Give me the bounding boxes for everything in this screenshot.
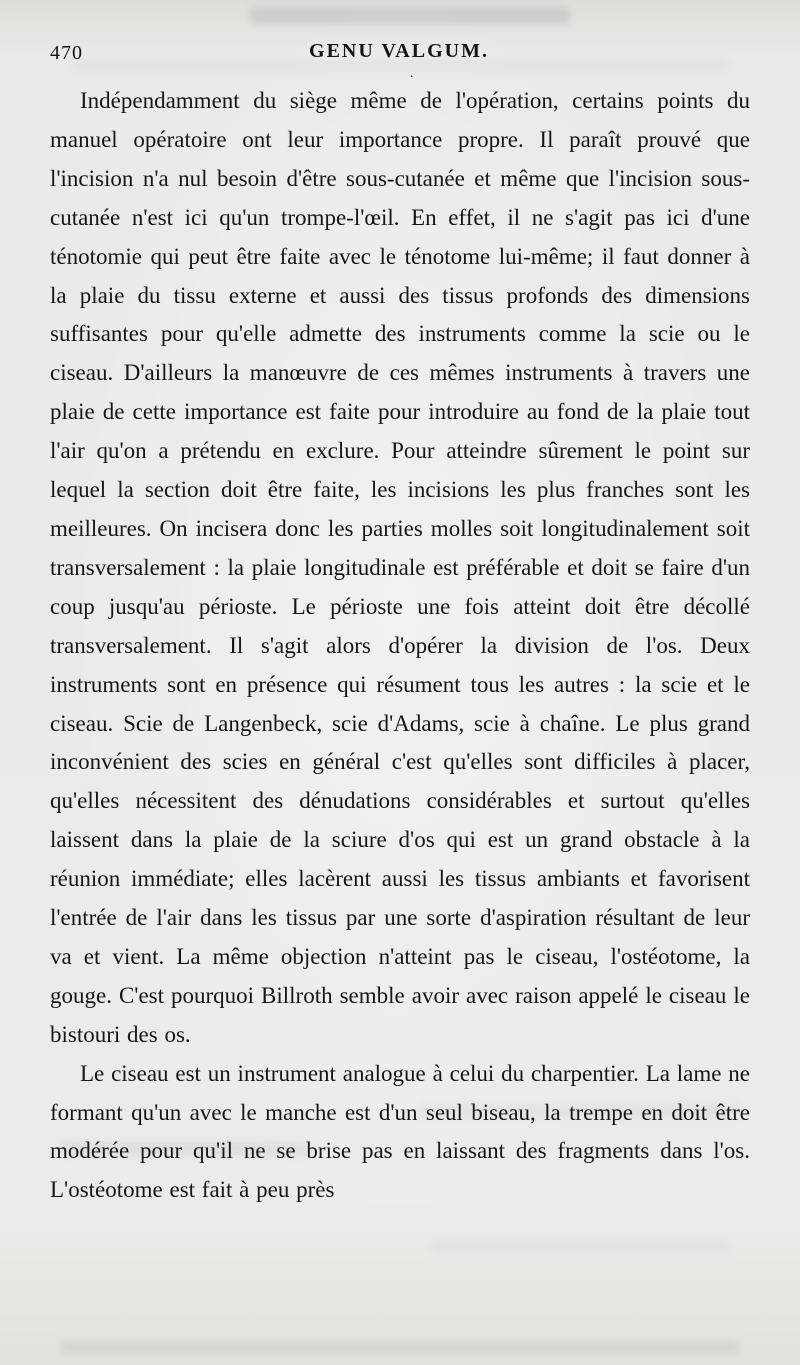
paragraph: Le ciseau est un instrument analogue à celui du charpentier. La lame ne formant qu'un avec le manche est d'un seul biseau, la trempe en doit être modérée pour qu'il ne se brise pas en laissant des fragments dans l'os. L'ostéotome est fait à peu près xyxy=(50,1060,750,1203)
bleedthrough-artifact xyxy=(430,1240,730,1252)
bleedthrough-artifact xyxy=(250,8,570,24)
page-number: 470 xyxy=(50,42,83,64)
page-header xyxy=(50,40,748,81)
stray-ink-dot: . xyxy=(410,66,414,81)
bleedthrough-artifact xyxy=(60,1340,740,1354)
running-title: GENU VALGUM. xyxy=(309,40,489,62)
paragraph: Indépendamment du siège même de l'opération, certains points du manuel opératoire ont leur importance propre. Il paraît prouvé que l'incision n'a nul besoin d'être sous-cutanée et même que l'incision sous-cutanée n'est ici qu'un trompe-l'œil. En effet, il ne s'agit pas ici d'une ténotomie qui peut être faite avec le ténotome lui-même; il faut donner à la plaie du tissu externe et aussi des tissus profonds des dimensions suffisantes pour qu'elle admette des instruments comme la scie ou le ciseau. D'ailleurs la manœuvre de ces mêmes instruments à travers une plaie de cette importance est faite pour introduire au fond de la plaie tout l'air qu'on a prétendu en exclure. Pour atteindre sûrement le point sur lequel la section doit être faite, les incisions les plus franches sont les meilleures. On incisera donc les parties molles soit longitudinalement soit transversalement : la plaie longitudinale est préférable et doit se faire d'un coup jusqu'au périoste. Le périoste une fois atteint doit être décollé transversalement. Il s'agit alors d'opérer la division de l'os. Deux instruments sont en présence qui résument tous les autres : la scie et le ciseau. Scie de Langenbeck, scie d'Adams, scie à chaîne. Le plus grand inconvénient des scies en général c'est qu'elles sont difficiles à placer, qu'elles nécessitent des dénudations considérables et surtout qu'elles laissent dans la plaie de la sciure d'os qui est un grand obstacle à la réunion immédiate; elles lacèrent aussi les tissus ambiants et favorisent l'entrée de l'air dans les tissus par une sorte d'aspiration résultant de leur va et vient. La même objection n'atteint pas le ciseau, l'ostéotome, la gouge. C'est pourquoi Billroth semble avoir avec raison appelé le ciseau le bistouri des os. xyxy=(50,88,750,1047)
page-body xyxy=(50,82,750,1210)
